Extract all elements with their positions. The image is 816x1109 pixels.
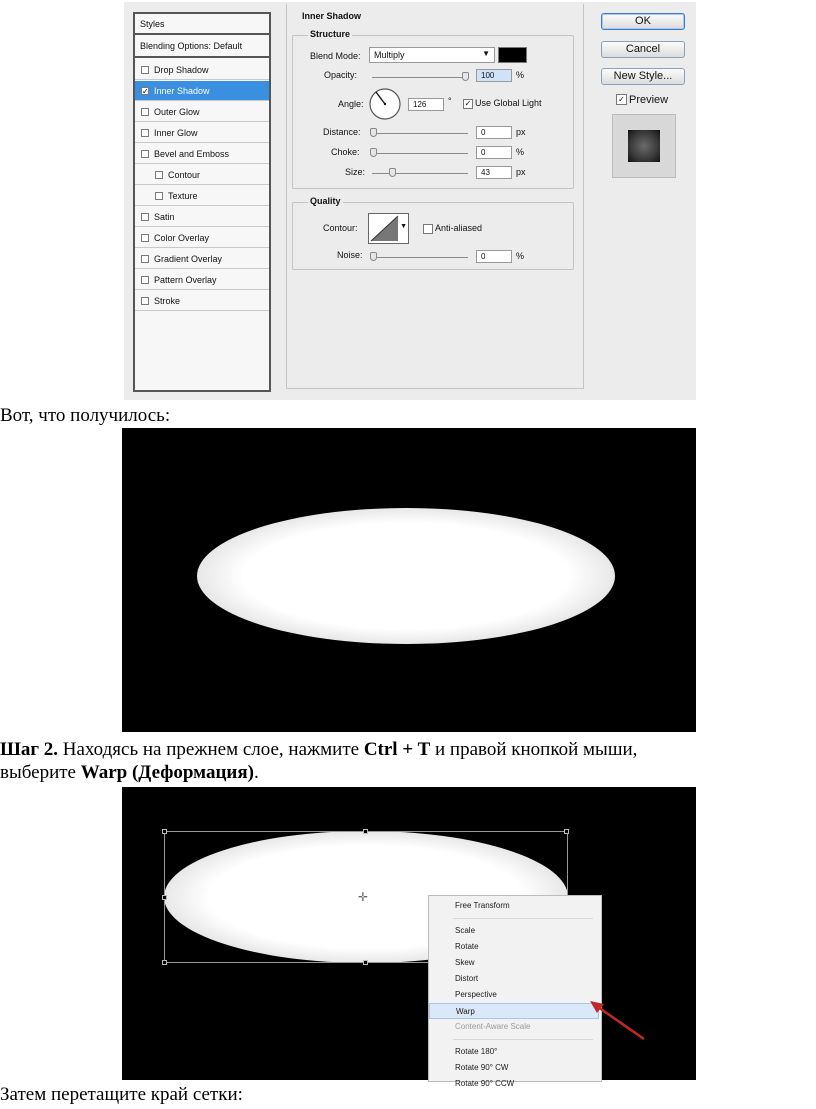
section-title: Inner Shadow — [302, 11, 362, 21]
anti-aliased-checkbox[interactable] — [423, 224, 433, 234]
style-checkbox[interactable] — [155, 192, 163, 200]
style-checkbox[interactable] — [141, 234, 149, 242]
opacity-input[interactable]: 100 — [476, 69, 512, 82]
chevron-down-icon: ▼ — [482, 49, 490, 58]
step2-text-end: . — [254, 762, 259, 783]
style-label: Inner Shadow — [154, 85, 210, 96]
transform-handle[interactable] — [162, 960, 167, 965]
style-label: Bevel and Emboss — [154, 148, 230, 159]
style-checkbox[interactable] — [141, 129, 149, 137]
distance-unit: px — [516, 127, 526, 137]
context-menu — [428, 895, 602, 1088]
noise-unit: % — [516, 251, 525, 261]
step2-line1 — [0, 739, 637, 761]
menu-item[interactable]: Free Transform — [455, 901, 510, 910]
size-slider-knob[interactable] — [389, 168, 396, 177]
blend-mode-value: Multiply — [374, 50, 405, 60]
style-label: Drop Shadow — [154, 64, 209, 75]
style-label: Texture — [168, 190, 198, 201]
shadow-color-swatch[interactable] — [498, 47, 527, 63]
quality-group — [292, 202, 574, 270]
style-item[interactable] — [135, 144, 269, 164]
transform-handle[interactable] — [162, 895, 167, 900]
opacity-unit: % — [516, 70, 525, 80]
quality-title: Quality — [310, 196, 341, 206]
choke-slider-knob[interactable] — [370, 148, 377, 157]
transform-handle[interactable] — [363, 960, 368, 965]
layer-style-dialog — [124, 2, 696, 400]
style-item[interactable] — [135, 228, 269, 248]
contour-picker[interactable] — [368, 213, 409, 244]
use-global-light-label: Use Global Light — [475, 98, 542, 108]
style-label: Stroke — [154, 295, 181, 306]
transform-handle[interactable] — [564, 829, 569, 834]
step2-line2 — [0, 762, 259, 784]
distance-label: Distance: — [323, 127, 361, 137]
angle-label: Angle: — [338, 99, 364, 109]
style-checkbox[interactable]: ✓ — [142, 86, 149, 96]
angle-unit: ° — [448, 96, 452, 106]
size-label: Size: — [345, 167, 366, 177]
menu-item[interactable]: Perspective — [455, 990, 497, 999]
style-item[interactable] — [135, 291, 269, 311]
style-item[interactable] — [135, 102, 269, 122]
preview-thumbnail — [612, 114, 676, 178]
menu-item[interactable]: Skew — [455, 958, 475, 967]
transform-handle[interactable] — [363, 829, 368, 834]
opacity-slider-knob[interactable] — [462, 72, 469, 81]
noise-label: Noise: — [337, 250, 363, 260]
menu-item[interactable]: Content-Aware Scale — [455, 1022, 531, 1031]
preview-swatch — [628, 130, 660, 162]
preview-checkbox[interactable]: ✓ — [616, 94, 627, 105]
white-ellipse — [197, 508, 615, 644]
opacity-slider-track[interactable] — [372, 77, 468, 78]
style-label: Contour — [168, 169, 201, 180]
step2-keys: Ctrl + T — [363, 739, 431, 760]
style-label: Pattern Overlay — [154, 274, 217, 285]
transform-handle[interactable] — [162, 829, 167, 834]
style-checkbox[interactable] — [141, 276, 149, 284]
style-checkbox[interactable] — [141, 297, 149, 305]
style-item[interactable] — [135, 249, 269, 269]
style-checkbox[interactable] — [141, 108, 149, 116]
opacity-label: Opacity: — [324, 70, 358, 80]
style-item[interactable] — [135, 60, 269, 80]
style-checkbox[interactable] — [141, 150, 149, 158]
menu-item[interactable]: Rotate 90° CW — [455, 1063, 509, 1072]
menu-item[interactable]: Rotate — [455, 942, 479, 951]
angle-input[interactable]: 126 — [408, 98, 444, 111]
contour-label: Contour: — [323, 223, 358, 233]
noise-slider-track[interactable] — [372, 257, 468, 258]
size-input[interactable]: 43 — [476, 166, 512, 179]
red-arrow-icon — [582, 995, 652, 1045]
blend-mode-select[interactable] — [369, 47, 495, 63]
style-checkbox[interactable] — [141, 255, 149, 263]
menu-item[interactable]: Rotate 90° CCW — [455, 1079, 515, 1088]
preview-label: Preview — [629, 94, 669, 106]
cancel-button[interactable]: Cancel — [601, 41, 685, 58]
style-item[interactable] — [135, 123, 269, 143]
ok-button[interactable]: OK — [601, 13, 685, 30]
style-label: Color Overlay — [154, 232, 210, 243]
distance-slider-knob[interactable] — [370, 128, 377, 137]
new-style-button[interactable]: New Style... — [601, 68, 685, 85]
anti-aliased-label: Anti-aliased — [435, 223, 483, 233]
contour-curve-icon — [369, 214, 400, 243]
warp-term: Warp (Деформация) — [80, 762, 254, 783]
size-slider-track[interactable] — [372, 173, 468, 174]
pivot-point-icon[interactable]: ✛ — [358, 890, 369, 904]
choke-label: Choke: — [331, 147, 360, 157]
drag-caption: Затем перетащите край сетки: — [0, 1084, 243, 1105]
style-item[interactable] — [135, 165, 269, 185]
style-checkbox[interactable] — [141, 213, 149, 221]
style-label: Satin — [154, 211, 175, 222]
style-label: Outer Glow — [154, 106, 200, 117]
choke-unit: % — [516, 147, 525, 157]
step2-text-b: и правой кнопкой мыши, — [430, 739, 638, 760]
menu-separator — [453, 1039, 593, 1040]
style-item[interactable] — [135, 207, 269, 227]
distance-slider-track[interactable] — [372, 133, 468, 134]
size-unit: px — [516, 167, 526, 177]
distance-input[interactable]: 0 — [476, 126, 512, 139]
result-image — [122, 428, 696, 732]
angle-dial[interactable] — [368, 87, 402, 121]
transform-image — [122, 787, 696, 1088]
styles-panel — [133, 12, 271, 392]
structure-title: Structure — [310, 29, 351, 39]
style-label: Gradient Overlay — [154, 253, 223, 264]
blending-options[interactable]: Blending Options: Default — [135, 36, 269, 58]
style-label: Inner Glow — [154, 127, 198, 138]
noise-input[interactable]: 0 — [476, 250, 512, 263]
choke-input[interactable]: 0 — [476, 146, 512, 159]
style-checkbox[interactable] — [141, 66, 149, 74]
style-item[interactable] — [135, 270, 269, 290]
menu-item[interactable]: Scale — [455, 926, 476, 935]
blend-mode-label: Blend Mode: — [310, 51, 361, 61]
style-item[interactable] — [135, 186, 269, 206]
step2-label: Шаг 2. — [0, 739, 58, 760]
result-caption: Вот, что получилось: — [0, 405, 171, 426]
use-global-light-checkbox[interactable]: ✓ — [464, 99, 472, 108]
menu-item[interactable]: Distort — [455, 974, 479, 983]
step2-text-c: выберите — [0, 762, 81, 783]
noise-slider-knob[interactable] — [370, 252, 377, 261]
choke-slider-track[interactable] — [372, 153, 468, 154]
chevron-down-icon: ▼ — [400, 223, 407, 230]
step2-text-a: Находясь на прежнем слое, нажмите — [58, 739, 364, 760]
menu-separator — [453, 918, 593, 919]
style-checkbox[interactable] — [155, 171, 163, 179]
menu-item[interactable]: Warp — [429, 1003, 599, 1019]
style-item[interactable] — [135, 81, 269, 101]
styles-header[interactable]: Styles — [135, 14, 269, 35]
menu-item[interactable]: Rotate 180° — [455, 1047, 498, 1056]
